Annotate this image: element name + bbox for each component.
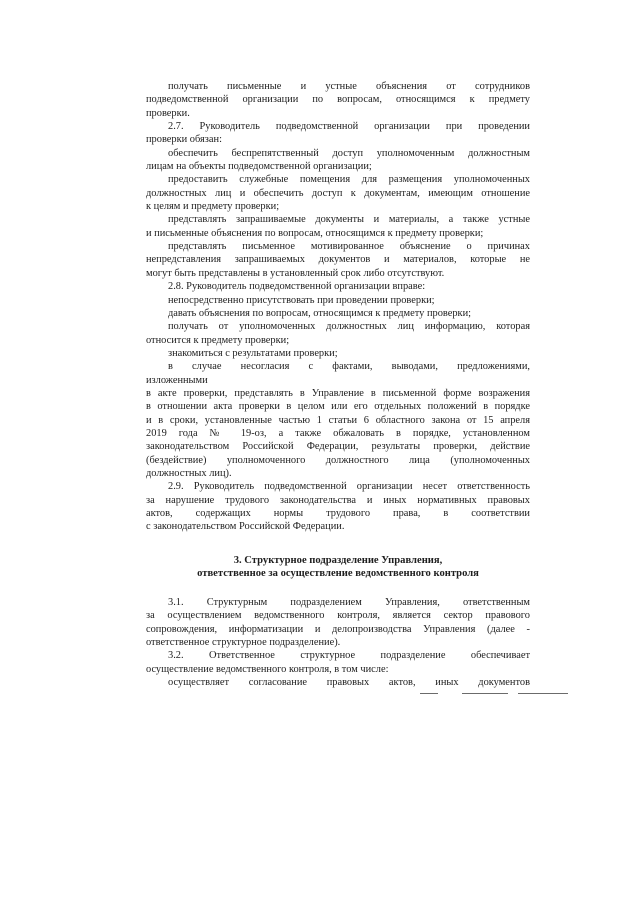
- text-line: предоставить служебные помещения для размещения уполномоченных: [168, 174, 530, 186]
- text-line: должностных лиц).: [146, 467, 232, 479]
- text-line: законодательством Российской Федерации, результаты проверки, действие: [146, 441, 530, 453]
- text-line: к целям и предмету проверки;: [146, 201, 280, 213]
- text-line: обеспечить беспрепятственный доступ уполномоченным должностным: [168, 147, 530, 159]
- text-line: непосредственно присутствовать при проведении проверки;: [168, 294, 435, 306]
- text-line: знакомиться с результатами проверки;: [168, 347, 338, 359]
- text-line: в отношении акта проверки в целом или его отдельных положений в порядке: [146, 401, 530, 413]
- text-line: в акте проверки, представлять в Управление в письменной форме возражения: [146, 387, 530, 399]
- section-2-9-heading: 2.9. Руководитель подведомственной организации несет ответственность: [168, 481, 530, 493]
- text-line: (бездействие) уполномоченного должностного лица (уполномоченных: [146, 454, 530, 466]
- text-line: в случае несогласия с фактами, выводами, предложениями,: [168, 361, 530, 373]
- text-line: и письменные объяснения по вопросам, относящимся к предмету проверки;: [146, 227, 484, 239]
- text-line: с законодательством Российской Федерации.: [146, 521, 345, 533]
- section-3-title: 3. Структурное подразделение Управления,: [233, 554, 443, 566]
- text-line: относится к предмету проверки;: [146, 334, 290, 346]
- section-3-1-heading: 3.1. Структурным подразделением Управления, ответственным: [168, 596, 530, 608]
- section-2-8-heading: 2.8. Руководитель подведомственной организации вправе:: [168, 281, 426, 293]
- text-line: сопровождения, информатизации и делопроизводства Управления (далее -: [146, 623, 530, 635]
- text-line: за осуществлением ведомственного контроля, является сектор правового: [146, 610, 530, 622]
- text-line: за нарушение трудового законодательства и иных нормативных правовых: [146, 494, 530, 506]
- text-line: изложенными: [146, 374, 208, 386]
- text-line: и в сроки, установленные частью 1 статьи 6 областного закона от 15 апреля: [146, 414, 530, 426]
- text-line: осуществляет согласование правовых актов, иных документов: [168, 676, 530, 688]
- text-line: представлять запрашиваемые документы и материалы, а также устные: [168, 214, 530, 226]
- text-line: проверки.: [146, 107, 190, 119]
- text-line: могут быть представлены в установленный срок либо отсутствуют.: [146, 267, 445, 279]
- text-line: получать от уполномоченных должностных лиц информацию, которая: [168, 321, 530, 333]
- text-line: 2019 года № 19-оз, а также обжаловать в порядке, установленном: [146, 427, 530, 439]
- section-2-7-heading: 2.7. Руководитель подведомственной организации при проведении: [168, 121, 530, 133]
- text-line: давать объяснения по вопросам, относящимся к предмету проверки;: [168, 307, 472, 319]
- text-line: актов, содержащих нормы трудового права, в соответствии: [146, 508, 530, 519]
- text-line: проверки обязан:: [146, 134, 222, 146]
- text-line: непредставления запрашиваемых документов и материалов, которые не: [146, 254, 530, 266]
- scan-artifact-lines: [420, 693, 570, 697]
- section-3-2-heading: 3.2. Ответственное структурное подразделение обеспечивает: [168, 650, 530, 662]
- text-line: ответственное структурное подразделение).: [146, 636, 341, 648]
- text-line: подведомственной организации по вопросам, относящимся к предмету: [146, 94, 530, 106]
- text-line: получать письменные и устные объяснения от сотрудников: [168, 81, 530, 92]
- text-line: лицам на объекты подведомственной организации;: [146, 161, 372, 173]
- text-line: должностных лиц и обеспечить доступ к документам, имеющим отношение: [146, 187, 530, 199]
- spacer: [146, 581, 530, 596]
- text-line: осуществление ведомственного контроля, в том числе:: [146, 663, 389, 675]
- text-line: представлять письменное мотивированное объяснение о причинах: [168, 241, 530, 253]
- section-3-subtitle: ответственное за осуществление ведомственного контроля: [197, 568, 479, 580]
- document-body: [146, 80, 530, 689]
